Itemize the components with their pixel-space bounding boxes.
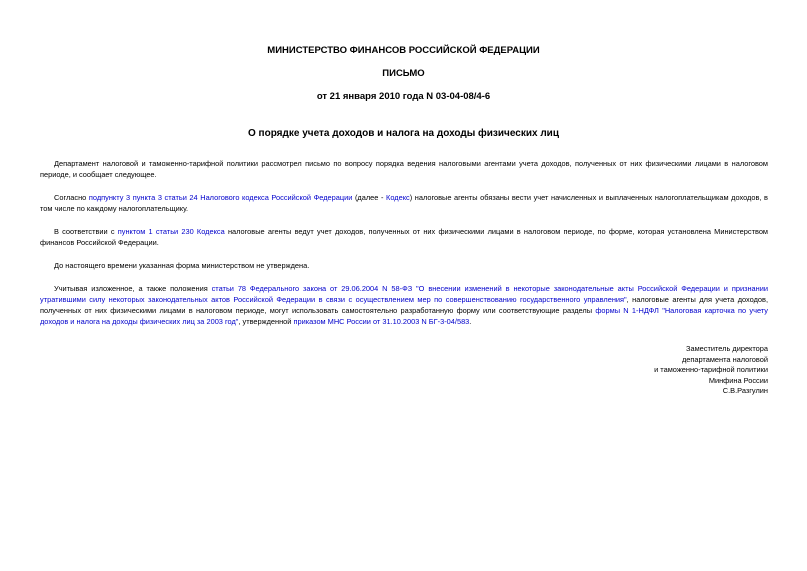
paragraph-5-text: Учитывая изложенное, а также положения bbox=[54, 284, 212, 293]
signature-name: С.В.Разгулин bbox=[722, 386, 768, 396]
signature-ministry: Минфина России bbox=[708, 375, 768, 385]
letter-body bbox=[40, 158, 768, 327]
paragraph-2 bbox=[40, 192, 768, 214]
paragraph-3 bbox=[40, 226, 768, 248]
paragraph-5-text: , утвержденной bbox=[238, 317, 294, 326]
paragraph-3-text: В соответствии с bbox=[54, 227, 118, 236]
paragraph-4 bbox=[40, 260, 768, 271]
paragraph-5-text: . bbox=[469, 317, 472, 326]
paragraph-4-text: До настоящего времени указанная форма министерством не утверждена. bbox=[54, 261, 310, 270]
paragraph-2-text: Согласно bbox=[54, 193, 89, 202]
paragraph-3-text: налоговые агенты ведут учет доходов, полученных от них физическими лицами в налоговом периоде, по форме, которая установлена Министерством финансов Российской Федерации. bbox=[40, 227, 769, 247]
paragraph-5 bbox=[40, 283, 768, 327]
paragraph-2-text: ) налоговые агенты обязаны вести учет начисленных и выплаченных налогоплательщикам доходов, в том числе по каждому налогоплательщику. bbox=[40, 193, 768, 213]
link-form-1-ndfl[interactable]: формы N 1-НДФЛ "Налоговая карточка по учету доходов и налога на доходы физических лиц за 2003 год" bbox=[40, 306, 769, 326]
link-tax-code-art24[interactable]: подпункту 3 пункта 3 статьи 24 Налогового кодекса Российской Федерации bbox=[88, 193, 353, 202]
signature-department-cont: и таможенно-тарифной политики bbox=[654, 365, 768, 375]
document-type: ПИСЬМО bbox=[382, 68, 425, 79]
ministry-title: МИНИСТЕРСТВО ФИНАНСОВ РОССИЙСКОЙ ФЕДЕРАЦИИ bbox=[267, 45, 540, 56]
paragraph-2-text: (далее - bbox=[352, 193, 387, 202]
link-tax-code-art230[interactable]: пунктом 1 статьи 230 Кодекса bbox=[117, 227, 225, 236]
signature-department: департамента налоговой bbox=[681, 354, 768, 364]
paragraph-1-text: Департамент налоговой и таможенно-тарифной политики рассмотрел письмо по вопросу порядка ведения налоговыми агентами учета доходов, полученных от них физическими лицами в налоговом периоде, и сообщает следующее. bbox=[40, 159, 768, 179]
signature-position: Заместитель директора bbox=[686, 344, 768, 353]
link-mns-order[interactable]: приказом МНС России от 31.10.2003 N БГ-3-04/583 bbox=[293, 317, 470, 326]
paragraph-5-text: , налоговые агенты для учета доходов, полученных от них физическими лицами в налоговом периоде, могут использовать самостоятельно разработанную форму или соответствующие разделы bbox=[40, 295, 769, 315]
link-federal-law-58fz[interactable]: статьи 78 Федерального закона от 29.06.2004 N 58-ФЗ "О внесении изменений в некоторые законодательные акты Российской Федерации и признании утратившими силу некоторых законодательных актов Российской Федерации в связи с осуществлением мер по совершенствованию государственного управления" bbox=[40, 284, 768, 304]
signature-block bbox=[654, 344, 768, 397]
document-date-number: от 21 января 2010 года N 03-04-08/4-6 bbox=[316, 91, 491, 102]
paragraph-1 bbox=[40, 158, 768, 180]
document-subject: О порядке учета доходов и налога на доходы физических лиц bbox=[248, 128, 559, 139]
link-tax-code[interactable]: Кодекс bbox=[386, 193, 410, 202]
